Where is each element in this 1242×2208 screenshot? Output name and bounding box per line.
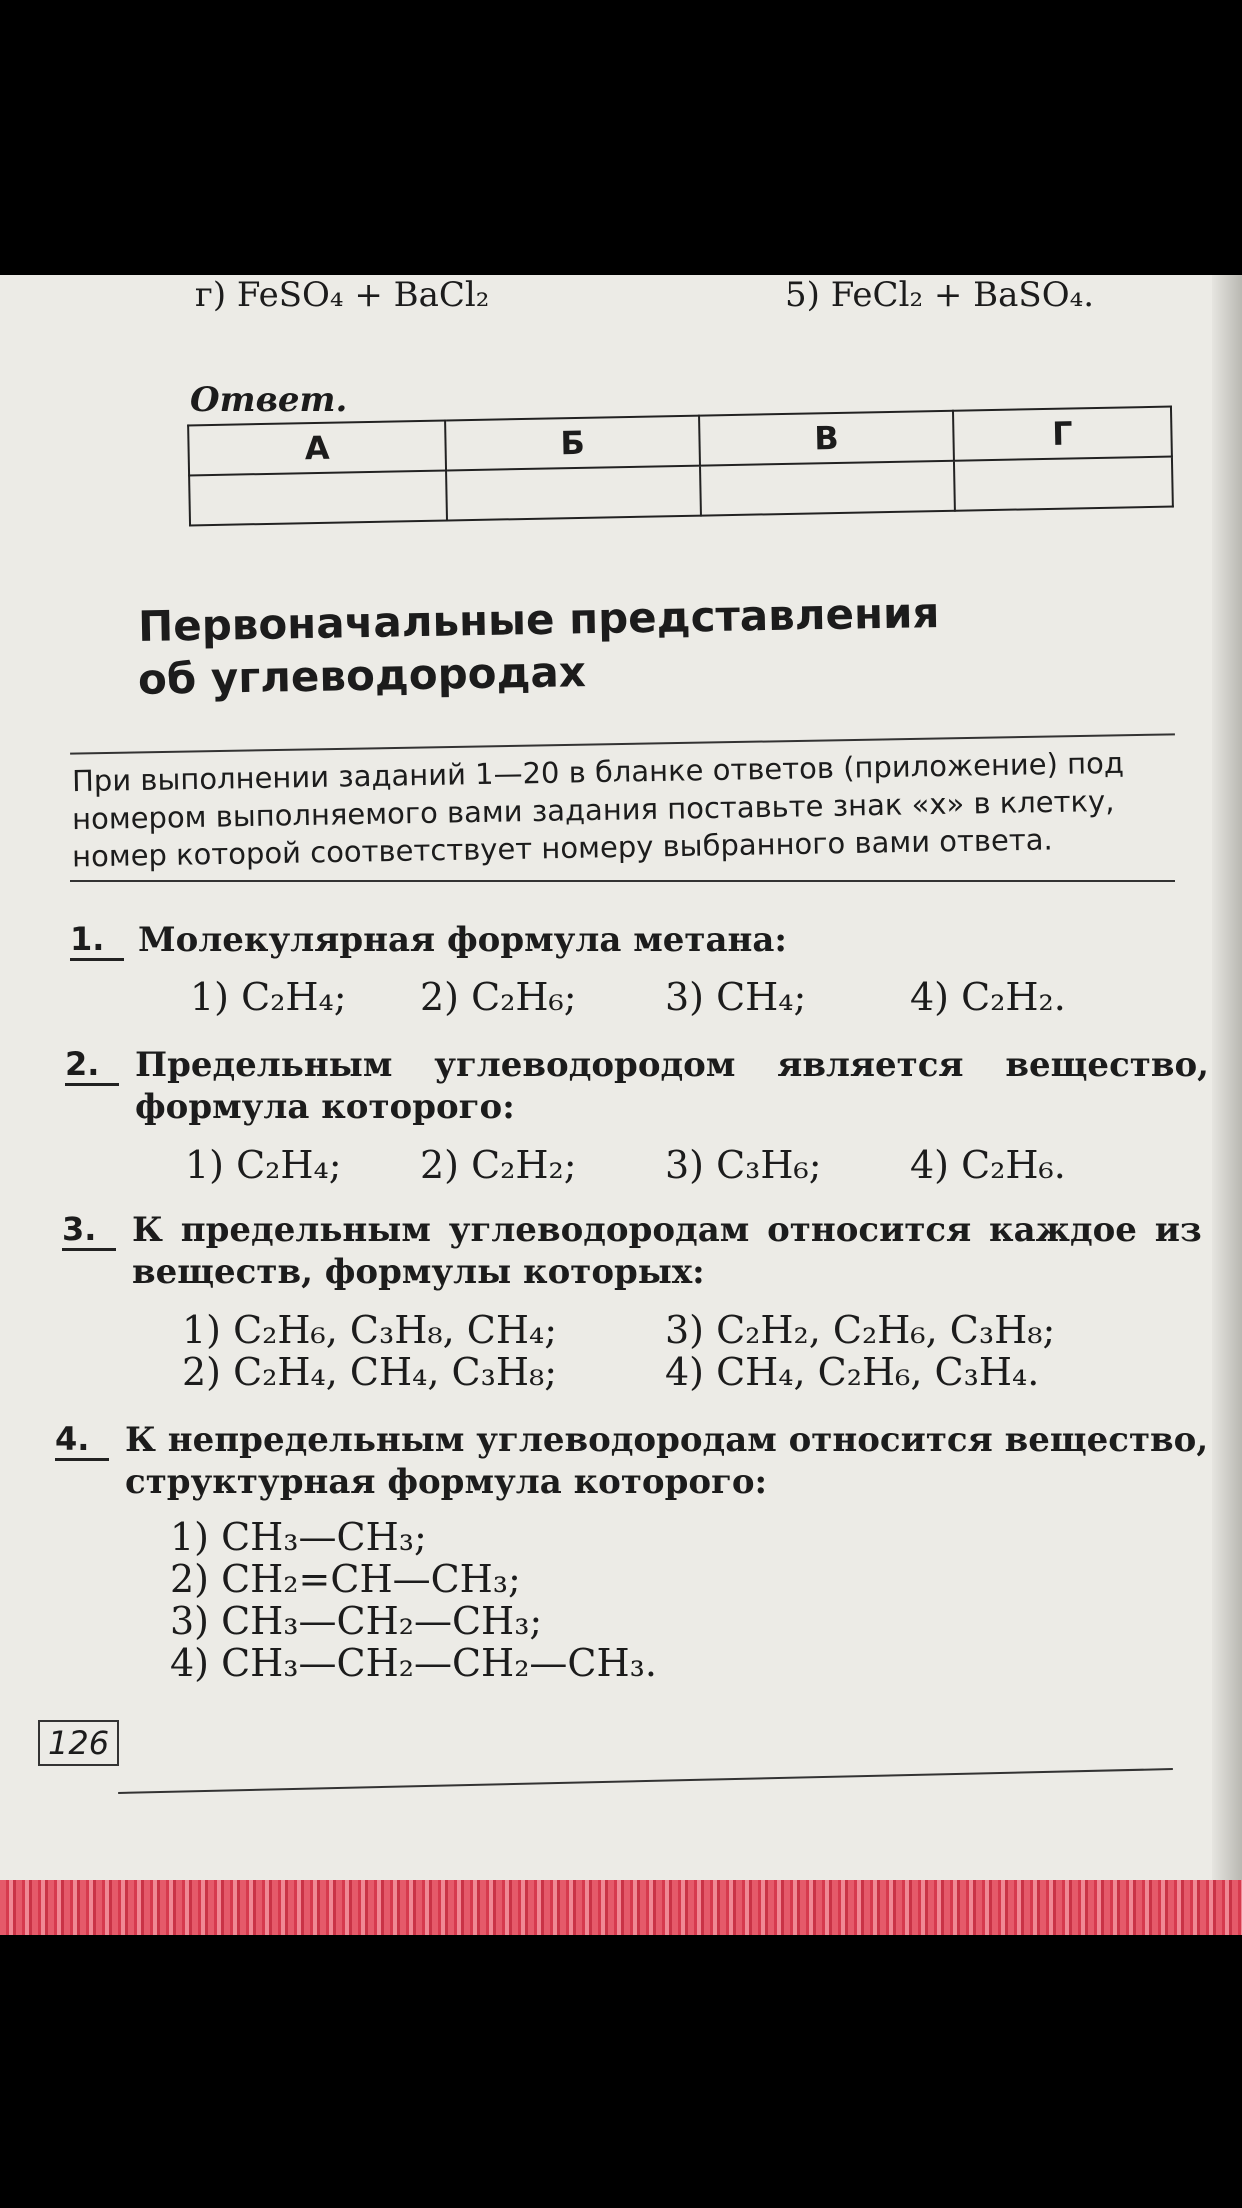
q4-line1: К непредельным углеводородам относится вещество,	[125, 1420, 1209, 1460]
q1-number: 1.	[70, 920, 124, 961]
q1-option-1[interactable]: 1) C₂H₄;	[190, 975, 347, 1019]
answer-label: Ответ.	[190, 380, 348, 420]
answer-cell-g[interactable]	[954, 457, 1173, 511]
q3-line1: К предельным углеводородам относится каждое из	[132, 1210, 1202, 1250]
q3-option-3[interactable]: 3) C₂H₂, C₂H₆, C₃H₈;	[665, 1308, 1056, 1352]
q2-option-1[interactable]: 1) C₂H₄;	[185, 1143, 342, 1187]
instruction-line3: номер которой соответствует номеру выбранного вами ответа.	[71, 822, 1053, 874]
q3-option-1[interactable]: 1) C₂H₆, C₃H₈, CH₄;	[182, 1308, 558, 1352]
answer-header-b: Б	[445, 416, 700, 471]
q3-option-2[interactable]: 2) C₂H₄, CH₄, C₃H₈;	[182, 1350, 558, 1394]
answer-cell-v[interactable]	[700, 461, 955, 516]
q4-option-2[interactable]: 2) CH₂=CH—CH₃;	[170, 1557, 521, 1601]
answer-cell-b[interactable]	[446, 466, 701, 521]
instruction-bottom-rule	[70, 880, 1175, 882]
q4-line2: структурная формула которого:	[125, 1462, 768, 1502]
instruction-line2: номером выполняемого вами задания поставьте знак «х» в клетку,	[71, 783, 1115, 837]
answer-header-v: В	[699, 411, 954, 466]
page-edge-strip	[0, 1880, 1242, 1935]
q4-number: 4.	[55, 1420, 109, 1461]
q2-number: 2.	[65, 1045, 119, 1086]
instruction-line1: При выполнении заданий 1—20 в бланке ответов (приложение) под	[71, 745, 1125, 799]
q1-text: Молекулярная формула метана:	[138, 920, 787, 960]
q1-option-3[interactable]: 3) CH₄;	[665, 975, 807, 1019]
q2-option-2[interactable]: 2) C₂H₂;	[420, 1143, 577, 1187]
q2-option-3[interactable]: 3) C₃H₆;	[665, 1143, 822, 1187]
textbook-page	[0, 275, 1242, 1935]
answer-cell-a[interactable]	[189, 470, 447, 525]
q2-option-4[interactable]: 4) C₂H₆.	[910, 1143, 1066, 1187]
page-number: 126	[38, 1720, 119, 1766]
footer-rule	[118, 1768, 1173, 1794]
q3-line2: веществ, формулы которых:	[132, 1252, 705, 1292]
prev-answer-g: г) FeSO₄ + BaCl₂	[195, 275, 490, 315]
prev-answer-5: 5) FeCl₂ + BaSO₄.	[785, 275, 1095, 315]
q1-option-2[interactable]: 2) C₂H₆;	[420, 975, 577, 1019]
q2-line2: формула которого:	[135, 1087, 515, 1127]
answer-table	[187, 406, 1174, 527]
book-spine-shadow	[1212, 275, 1242, 1880]
q1-option-4[interactable]: 4) C₂H₂.	[910, 975, 1066, 1019]
q3-number: 3.	[62, 1210, 116, 1251]
q4-option-3[interactable]: 3) CH₃—CH₂—CH₃;	[170, 1599, 543, 1643]
q4-option-1[interactable]: 1) CH₃—CH₃;	[170, 1515, 427, 1559]
answer-header-g: Г	[953, 407, 1172, 461]
section-title-line1: Первоначальные представления	[137, 588, 940, 651]
q2-line1: Предельным углеводородом является вещество,	[135, 1045, 1209, 1085]
q4-option-4[interactable]: 4) CH₃—CH₂—CH₂—CH₃.	[170, 1641, 657, 1685]
answer-header-a: А	[188, 421, 446, 476]
section-title-line2: об углеводородах	[137, 647, 587, 704]
q3-option-4[interactable]: 4) CH₄, C₂H₆, C₃H₄.	[665, 1350, 1040, 1394]
